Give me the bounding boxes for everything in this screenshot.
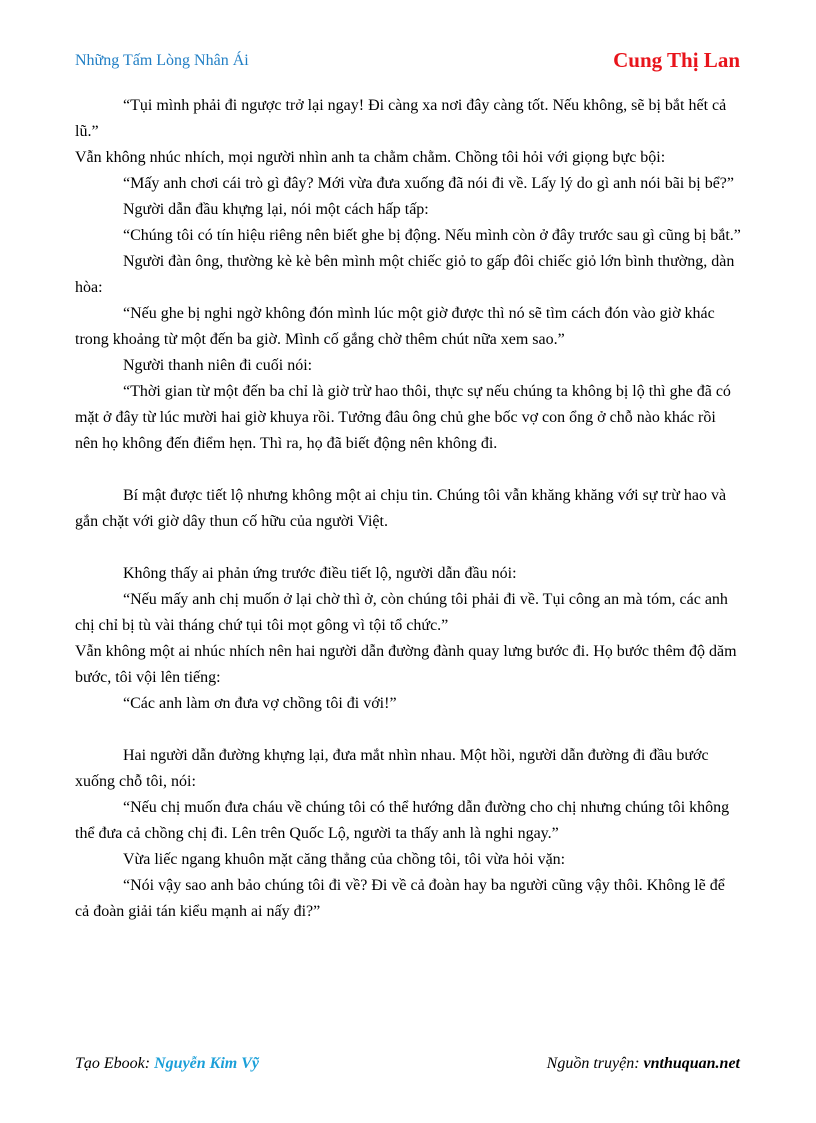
paragraph: “Nếu chị muốn đưa cháu về chúng tôi có thể hướng dẫn đường cho chị nhưng chúng tôi không thể đưa cả chồng chị đi. Lên trên Quốc Lộ, người ta thấy anh là nghi ngay.” [75, 799, 730, 842]
paragraph: “Các anh làm ơn đưa vợ chồng tôi đi với!” [123, 695, 397, 712]
paragraph: Người đàn ông, thường kè kè bên mình một chiếc giỏ to gấp đôi chiếc giỏ lớn bình thường, dàn hòa: [75, 253, 735, 296]
ebook-creator-name: Nguyễn Kim Vỹ [154, 1055, 259, 1072]
paragraph: “Thời gian từ một đến ba chỉ là giờ trừ hao thôi, thực sự nếu chúng ta không bị lộ thì ghe đã có mặt ở đây từ lúc mười hai giờ khuya rồi. Tưởng đâu ông chủ ghe bốc vợ con ổng ở chỗ nào khác rồi nên họ không đến điểm hẹn. Thì ra, họ đã biết động nên không đi. [75, 383, 731, 452]
paragraph: Bí mật được tiết lộ nhưng không một ai chịu tin. Chúng tôi vẫn khăng khăng với sự trừ hao và gắn chặt với giờ dây thun cố hữu của người Việt. [75, 487, 727, 530]
story-body [75, 93, 741, 925]
paragraph: “Chúng tôi có tín hiệu riêng nên biết ghe bị động. Nếu mình còn ở đây trước sau gì cũng bị bắt.” [123, 227, 741, 244]
paragraph: Người dẫn đầu khựng lại, nói một cách hấp tấp: [123, 201, 429, 218]
ebook-credit: Tạo Ebook: Nguyễn Kim Vỹ [75, 1055, 259, 1072]
paragraph: “Tụi mình phải đi ngược trở lại ngay! Đi càng xa nơi đây càng tốt. Nếu không, sẽ bị bắt hết cả lũ.” [75, 97, 727, 140]
paragraph: “Nếu ghe bị nghi ngờ không đón mình lúc một giờ được thì nó sẽ tìm cách đón vào giờ khác trong khoảng từ một đến ba giờ. Mình cố gắng chờ thêm chút nữa xem sao.” [75, 305, 715, 348]
paragraph: “Nói vậy sao anh bảo chúng tôi đi về? Đi về cả đoàn hay ba người cũng vậy thôi. Không lẽ để cả đoàn giải tán kiểu mạnh ai nấy đi?” [75, 877, 725, 920]
source-credit: Nguồn truyện: vnthuquan.net [546, 1055, 740, 1072]
book-title: Những Tấm Lòng Nhân Ái [75, 52, 249, 69]
paragraph: Hai người dẫn đường khựng lại, đưa mắt nhìn nhau. Một hồi, người dẫn đường đi đầu bước xuống chỗ tôi, nói: [75, 747, 709, 790]
paragraph: Vẫn không một ai nhúc nhích nên hai người dẫn đường đành quay lưng bước đi. Họ bước thêm độ dăm bước, tôi vội lên tiếng: [75, 643, 737, 686]
source-label: Nguồn truyện [546, 1055, 635, 1072]
paragraph: Không thấy ai phản ứng trước điều tiết lộ, người dẫn đầu nói: [123, 565, 517, 582]
author-name: Cung Thị Lan [613, 48, 740, 72]
paragraph: Vừa liếc ngang khuôn mặt căng thẳng của chồng tôi, tôi vừa hỏi vặn: [123, 851, 566, 868]
paragraph: Vẫn không nhúc nhích, mọi người nhìn anh ta chằm chằm. Chồng tôi hỏi với giọng bực bội: [75, 149, 666, 166]
source-site: vnthuquan.net [643, 1055, 740, 1072]
paragraph: “Nếu mấy anh chị muốn ở lại chờ thì ở, còn chúng tôi phải đi về. Tụi công an mà tóm, các anh chị chỉ bị tù vài tháng chứ tụi tôi mọt gông vì tội tổ chức.” [75, 591, 728, 634]
paragraph: “Mấy anh chơi cái trò gì đây? Mới vừa đưa xuống đã nói đi về. Lấy lý do gì anh nói bãi bị bể?” [123, 175, 734, 192]
paragraph: Người thanh niên đi cuối nói: [123, 357, 313, 374]
ebook-label: Tạo Ebook [75, 1055, 145, 1072]
